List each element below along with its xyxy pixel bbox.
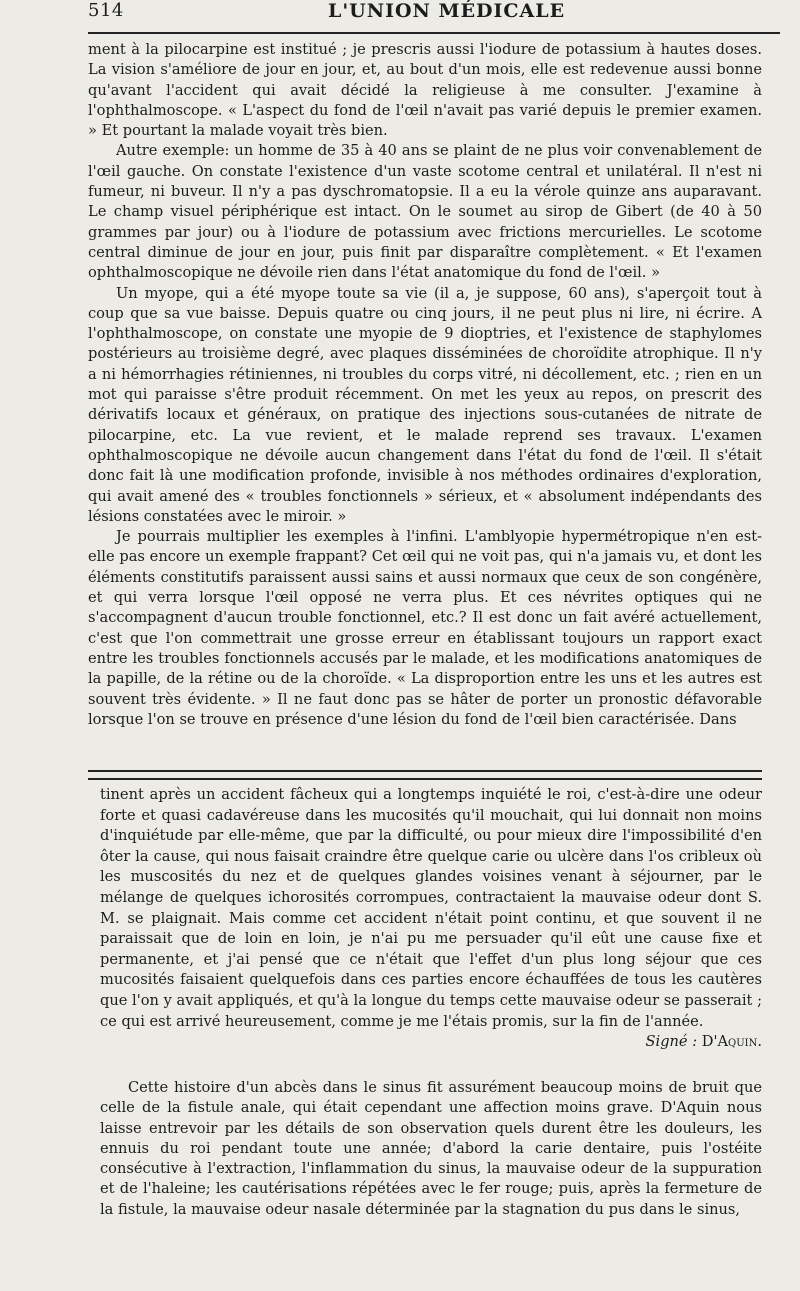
- main-article-text: [88, 40, 762, 730]
- page-header: [88, 0, 778, 30]
- quote-text: tinent après un accident fâcheux qui a longtemps inquiété le roi, c'est-à-dire une odeur forte et quasi cadavéreuse dans les mucosités qu'il mouchait, qui lui donnait non moins d'inquiétude par elle-même, que par la difficulté, ou pour mieux dire l'impossibilité d'en ôter la cause, qui nous faisait craindre être quelque carie ou ulcère dans l'os cribleux où les muscosités du nez et de quelques glandes voisines venant à séjourner, par le mélange de quelques ichorosités corrompues, contractaient la mauvaise odeur dont S. M. se plaignait. Mais comme cet accident n'était point continu, et que souvent il ne paraissait que de loin en loin, je n'ai pu me persuader qu'il eût une cause fixe et permanente, et j'ai pensé que ce n'était que l'effet d'un plus long séjour que ces mucosités faisaient quelquefois dans ces parties encore échauffées de tous les cautères que l'on y avait appliqués, et qu'à la longue du temps cette mauvaise odeur se passerait ; ce qui est arrivé heureusement, comme je me l'étais promis, sur la fin de l'année.: [100, 786, 762, 1030]
- signature-name: D'Aquin.: [701, 1033, 762, 1051]
- page-number: 514: [88, 0, 124, 21]
- header-rule: [88, 32, 780, 34]
- commentary-text: Cette histoire d'un abcès dans le sinus fit assurément beaucoup moins de bruit que celle de la fistule anale, qui était cependant une affection moins grave. D'Aquin nous laisse entrevoir par les détails de son observation quels durent être les douleurs, les ennuis du roi pendant toute une année; d'abord la carie dentaire, puis l'ostéite consécutive à l'extraction, l'inflammation du sinus, la mauvaise odeur de la suppuration et de l'haleine; les cautérisations répétées avec le fer rouge; puis, après la fermeture de la fistule, la mauvaise odeur nasale déterminée par la stagnation du pus dans le sinus,: [100, 1079, 762, 1218]
- signature: [100, 1032, 762, 1053]
- running-head: L'UNION MÉDICALE: [328, 0, 566, 22]
- paragraph-2: Autre exemple: un homme de 35 à 40 ans se plaint de ne plus voir convenablement de l'œil gauche. On constate l'existence d'un vaste scotome central et unilatéral. Il n'est ni fumeur, ni buveur. Il n'y a pas dyschromatopsie. Il a eu la vérole quinze ans auparavant. Le champ visuel périphérique est intact. On le soumet au sirop de Gibert (de 40 à 50 grammes par jour) ou à l'iodure de potassium avec frictions mercurielles. Le scotome central diminue de jour en jour, puis finit par disparaître complètement. « Et l'examen ophthalmoscopique ne dévoile rien dans l'état anatomique du fond de l'œil. »: [88, 142, 762, 282]
- signature-label: Signé :: [645, 1033, 698, 1051]
- paragraph-1: ment à la pilocarpine est institué ; je prescris aussi l'iodure de potassium à hautes doses. La vision s'améliore de jour en jour, et, au bout d'un mois, elle est redevenue aussi bonne qu'avant l'accident qui avait décidé la religieuse à me consulter. J'examine à l'ophthalmoscope. « L'aspect du fond de l'œil n'avait pas varié depuis le premier examen. » Et pourtant la malade voyait très bien.: [88, 41, 762, 140]
- feuilleton-quote: [100, 785, 762, 1053]
- paragraph-4: Je pourrais multiplier les exemples à l'infini. L'amblyopie hypermétropique n'en est-elle pas encore un exemple frappant? Cet œil qui ne voit pas, qui n'a jamais vu, et dont les éléments constitutifs paraissent aussi sains et aussi normaux que ceux de son congénère, et qui verra lorsque l'œil opposé ne verra plus. Et ces névrites optiques qui ne s'accompagnent d'aucun trouble fonctionnel, etc.? Il est donc un fait avéré actuellement, c'est que l'on commettrait une grosse erreur en établissant toujours un rapport exact entre les troubles fonctionnels accusés par le malade, et les modifications anatomiques de la papille, de la rétine ou de la choroïde. « La disproportion entre les uns et les autres est souvent très évidente. » Il ne faut donc pas se hâter de porter un pronostic défavorable lorsque l'on se trouve en présence d'une lésion du fond de l'œil bien caractérisée. Dans: [88, 528, 762, 728]
- section-divider: [88, 770, 762, 780]
- feuilleton-commentary: [100, 1078, 762, 1220]
- paragraph-3: Un myope, qui a été myope toute sa vie (il a, je suppose, 60 ans), s'aperçoit tout à coup que sa vue baisse. Depuis quatre ou cinq jours, il ne peut plus ni lire, ni écrire. A l'ophthalmoscope, on constate une myopie de 9 dioptries, et l'existence de staphylomes postérieurs au troisième degré, avec plaques disséminées de choroïdite atrophique. Il n'y a ni hémorrhagies rétiniennes, ni troubles du corps vitré, ni décollement, etc. ; rien en un mot qui paraisse s'être produit récemment. On met les yeux au repos, on prescrit des dérivatifs locaux et généraux, on pratique des injections sous-cutanées de nitrate de pilocarpine, etc. La vue revient, et le malade reprend ses travaux. L'examen ophthalmoscopique ne dévoile aucun changement dans l'état du fond de l'œil. Il s'était donc fait là une modification profonde, invisible à nos méthodes ordinaires d'exploration, qui avait amené des « troubles fonctionnels » sérieux, et « absolument indépendants des lésions constatées avec le miroir. »: [88, 284, 762, 525]
